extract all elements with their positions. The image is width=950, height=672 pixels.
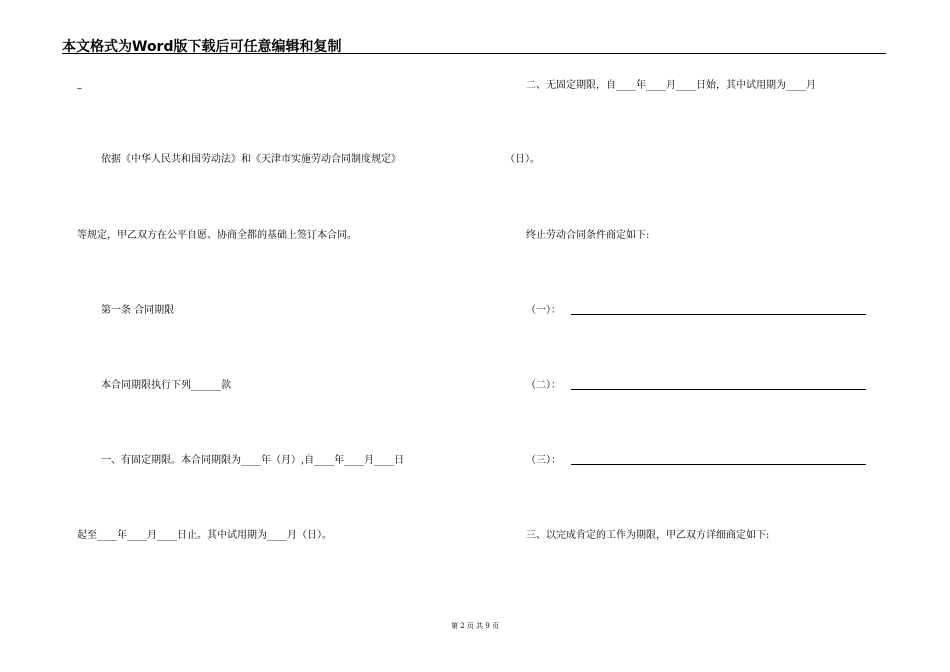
article-one-heading: 第一条 合同期限 [101, 305, 175, 316]
termination-conditions-heading: 终止劳动合同条件商定如下: [526, 230, 650, 241]
header-divider [62, 53, 886, 54]
condition-item-2-blank [571, 389, 866, 390]
paragraph-legal-basis-cont: 等规定，甲乙双方在公平自愿、协商全都的基础上签订本合同。 [77, 230, 357, 241]
paragraph-legal-basis: 依据《中华人民共和国劳动法》和《天津市实施劳动合同制度规定》 [101, 154, 401, 165]
open-term-clause: 二、无固定期限，自____年____月____日始，其中试用期为____月 [526, 80, 816, 91]
condition-item-2-label: （二）： [526, 380, 561, 391]
page-number: 第 2 页 共 9 页 [450, 622, 500, 630]
condition-item-1-label: （一）： [526, 305, 561, 316]
fixed-term-clause: 一、有固定期限。本合同期限为____年（月）,自____年____月____日 [101, 455, 405, 466]
open-term-clause-cont: （日）。 [505, 154, 540, 165]
fixed-term-clause-cont: 起至____年____月____日止。其中试用期为____月（日）。 [77, 530, 332, 541]
document-header: 本文格式为Word版下载后可任意编辑和复制 [62, 39, 342, 55]
condition-item-3-blank [571, 464, 866, 465]
contract-term-clause: 本合同期限执行下列______款 [101, 380, 231, 391]
stray-dash: – [77, 83, 82, 94]
condition-item-1-blank [571, 314, 866, 315]
condition-item-3-label: （三）： [526, 455, 561, 466]
task-term-clause: 三、以完成肯定的工作为期限，甲乙双方详细商定如下: [526, 530, 770, 541]
